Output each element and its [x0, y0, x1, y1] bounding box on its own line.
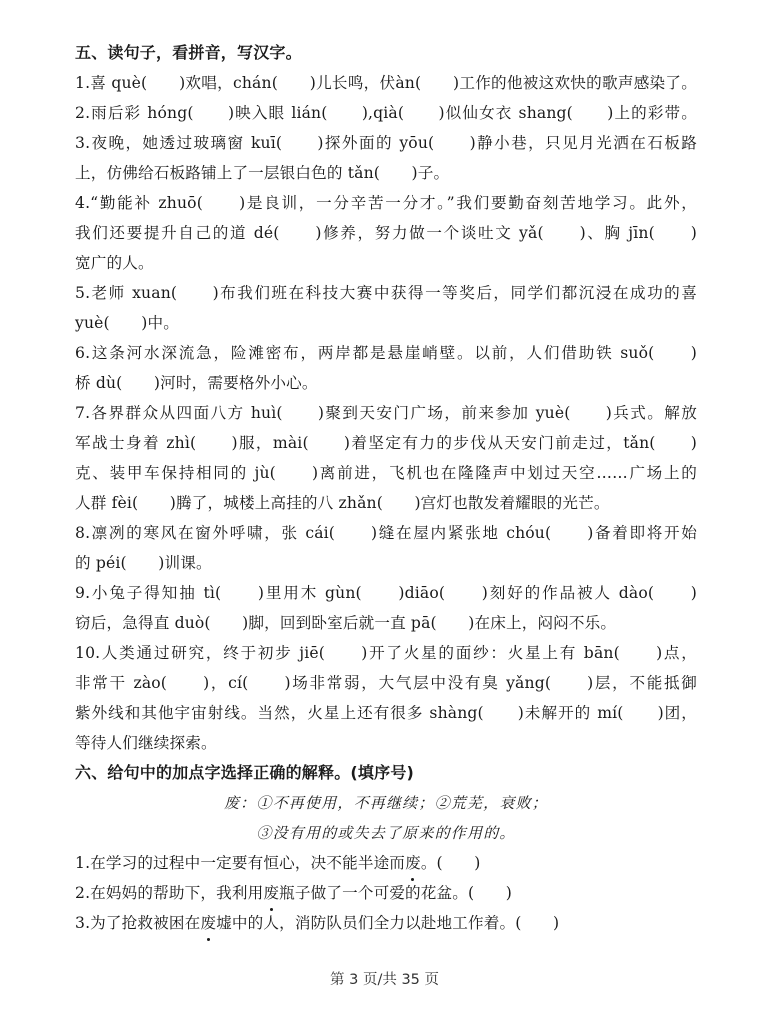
q5-line-23: 等待人们继续探索。 [75, 734, 217, 752]
q5-line-9: yuè( )中。 [75, 314, 179, 332]
dotted-character: 废 [263, 878, 279, 908]
q5-line-14: 克、装甲车保持相同的 jù( )离前进，飞机也在隆隆声中划过天空……广场上的 [75, 464, 697, 482]
dotted-character: 废 [200, 908, 216, 938]
q6-question-1-before: 1.在学习的过程中一定要有恒心，决不能半途而 [75, 854, 406, 872]
q5-line-1: 1.喜 què( )欢唱，chán( )儿长鸣，伏àn( )工作的他被这欢快的歌声感染了。 [75, 74, 697, 92]
q5-line-10: 6.这条河水深流急，险滩密布，两岸都是悬崖峭壁。以前，人们借助铁 suǒ( ) [75, 344, 697, 362]
section-5-title: 五、读句子，看拼音，写汉字。 [75, 43, 302, 62]
q5-line-20: 10.人类通过研究，终于初步 jiē( )开了火星的面纱：火星上有 bān( )点， [75, 644, 697, 662]
q5-line-6: 我们还要提升自己的道 dé( )修养，努力做一个谈吐文 yǎ( )、胸 jīn( ) [75, 224, 697, 242]
document-page [75, 38, 697, 938]
q6-question-3-before: 3.为了抢救被困在 [75, 914, 201, 932]
q6-question-2 [75, 878, 697, 908]
q5-line-2: 2.雨后彩 hóng( )映入眼 lián( ),qià( )似仙女衣 shang( )上的彩带。 [75, 104, 697, 122]
dotted-character: 废 [405, 848, 421, 878]
q5-line-17: 的 péi( )训课。 [75, 554, 212, 572]
q5-line-12: 7.各界群众从四面八方 huì( )聚到天安门广场，前来参加 yuè( )兵式。解放 [75, 404, 697, 422]
q6-question-2-before: 2.在妈妈的帮助下，我利用 [75, 884, 264, 902]
q5-line-16: 8.凛冽的寒风在窗外呼啸，张 cái( )缝在屋内紧张地 chóu( )备着即将开始 [75, 524, 697, 542]
q5-line-19: 窃后，急得直 duò( )脚，回到卧室后就一直 pā( )在床上，闷闷不乐。 [75, 614, 617, 632]
q5-line-15: 人群 fèi( )腾了，城楼上高挂的八 zhǎn( )宫灯也散发着耀眼的光芒。 [75, 494, 610, 512]
q5-line-5: 4.“勤能补 zhuō( )是良训，一分辛苦一分才。”我们要勤奋刻苦地学习。此外， [75, 194, 697, 212]
q6-question-1-after: 。( ) [420, 854, 481, 872]
q5-line-21: 非常干 zào( )，cí( )场非常弱，大气层中没有臭 yǎng( )层，不能抵御 [75, 674, 697, 692]
q6-question-3 [75, 908, 697, 938]
q5-line-4: 上，仿佛给石板路铺上了一层银白色的 tǎn( )子。 [75, 164, 450, 182]
q5-line-7: 宽广的人。 [75, 254, 154, 272]
q6-question-3-after: 墟中的人，消防队员们全力以赴地工作着。( ) [216, 914, 560, 932]
q5-line-11: 桥 dù( )河时，需要格外小心。 [75, 374, 318, 392]
q5-line-3: 3.夜晚，她透过玻璃窗 kuī( )探外面的 yōu( )静小巷，只见月光洒在石板路 [75, 134, 697, 152]
definition-line-1: 废：①不再使用，不再继续；②荒芜，衰败； [223, 794, 548, 812]
page-indicator: 第 3 页/共 35 页 [330, 972, 439, 988]
q5-line-18: 9.小兔子得知抽 tì( )里用木 gùn( )diāo( )刻好的作品被人 dào( ) [75, 584, 697, 602]
section-6-title: 六、给句中的加点字选择正确的解释。(填序号) [75, 763, 415, 782]
q5-line-8: 5.老师 xuan( )布我们班在科技大赛中获得一等奖后，同学们都沉浸在成功的喜 [75, 284, 697, 302]
q5-line-13: 军战士身着 zhì( )服，mài( )着坚定有力的步伐从天安门前走过，tǎn( ) [75, 434, 697, 452]
q6-question-1 [75, 848, 697, 878]
definition-line-2: ③没有用的或失去了原来的作用的。 [256, 824, 516, 842]
q5-line-22: 紫外线和其他宇宙射线。当然，火星上还有很多 shàng( )未解开的 mí( )团， [75, 704, 697, 722]
q6-question-2-after: 瓶子做了一个可爱的花盆。( ) [279, 884, 512, 902]
